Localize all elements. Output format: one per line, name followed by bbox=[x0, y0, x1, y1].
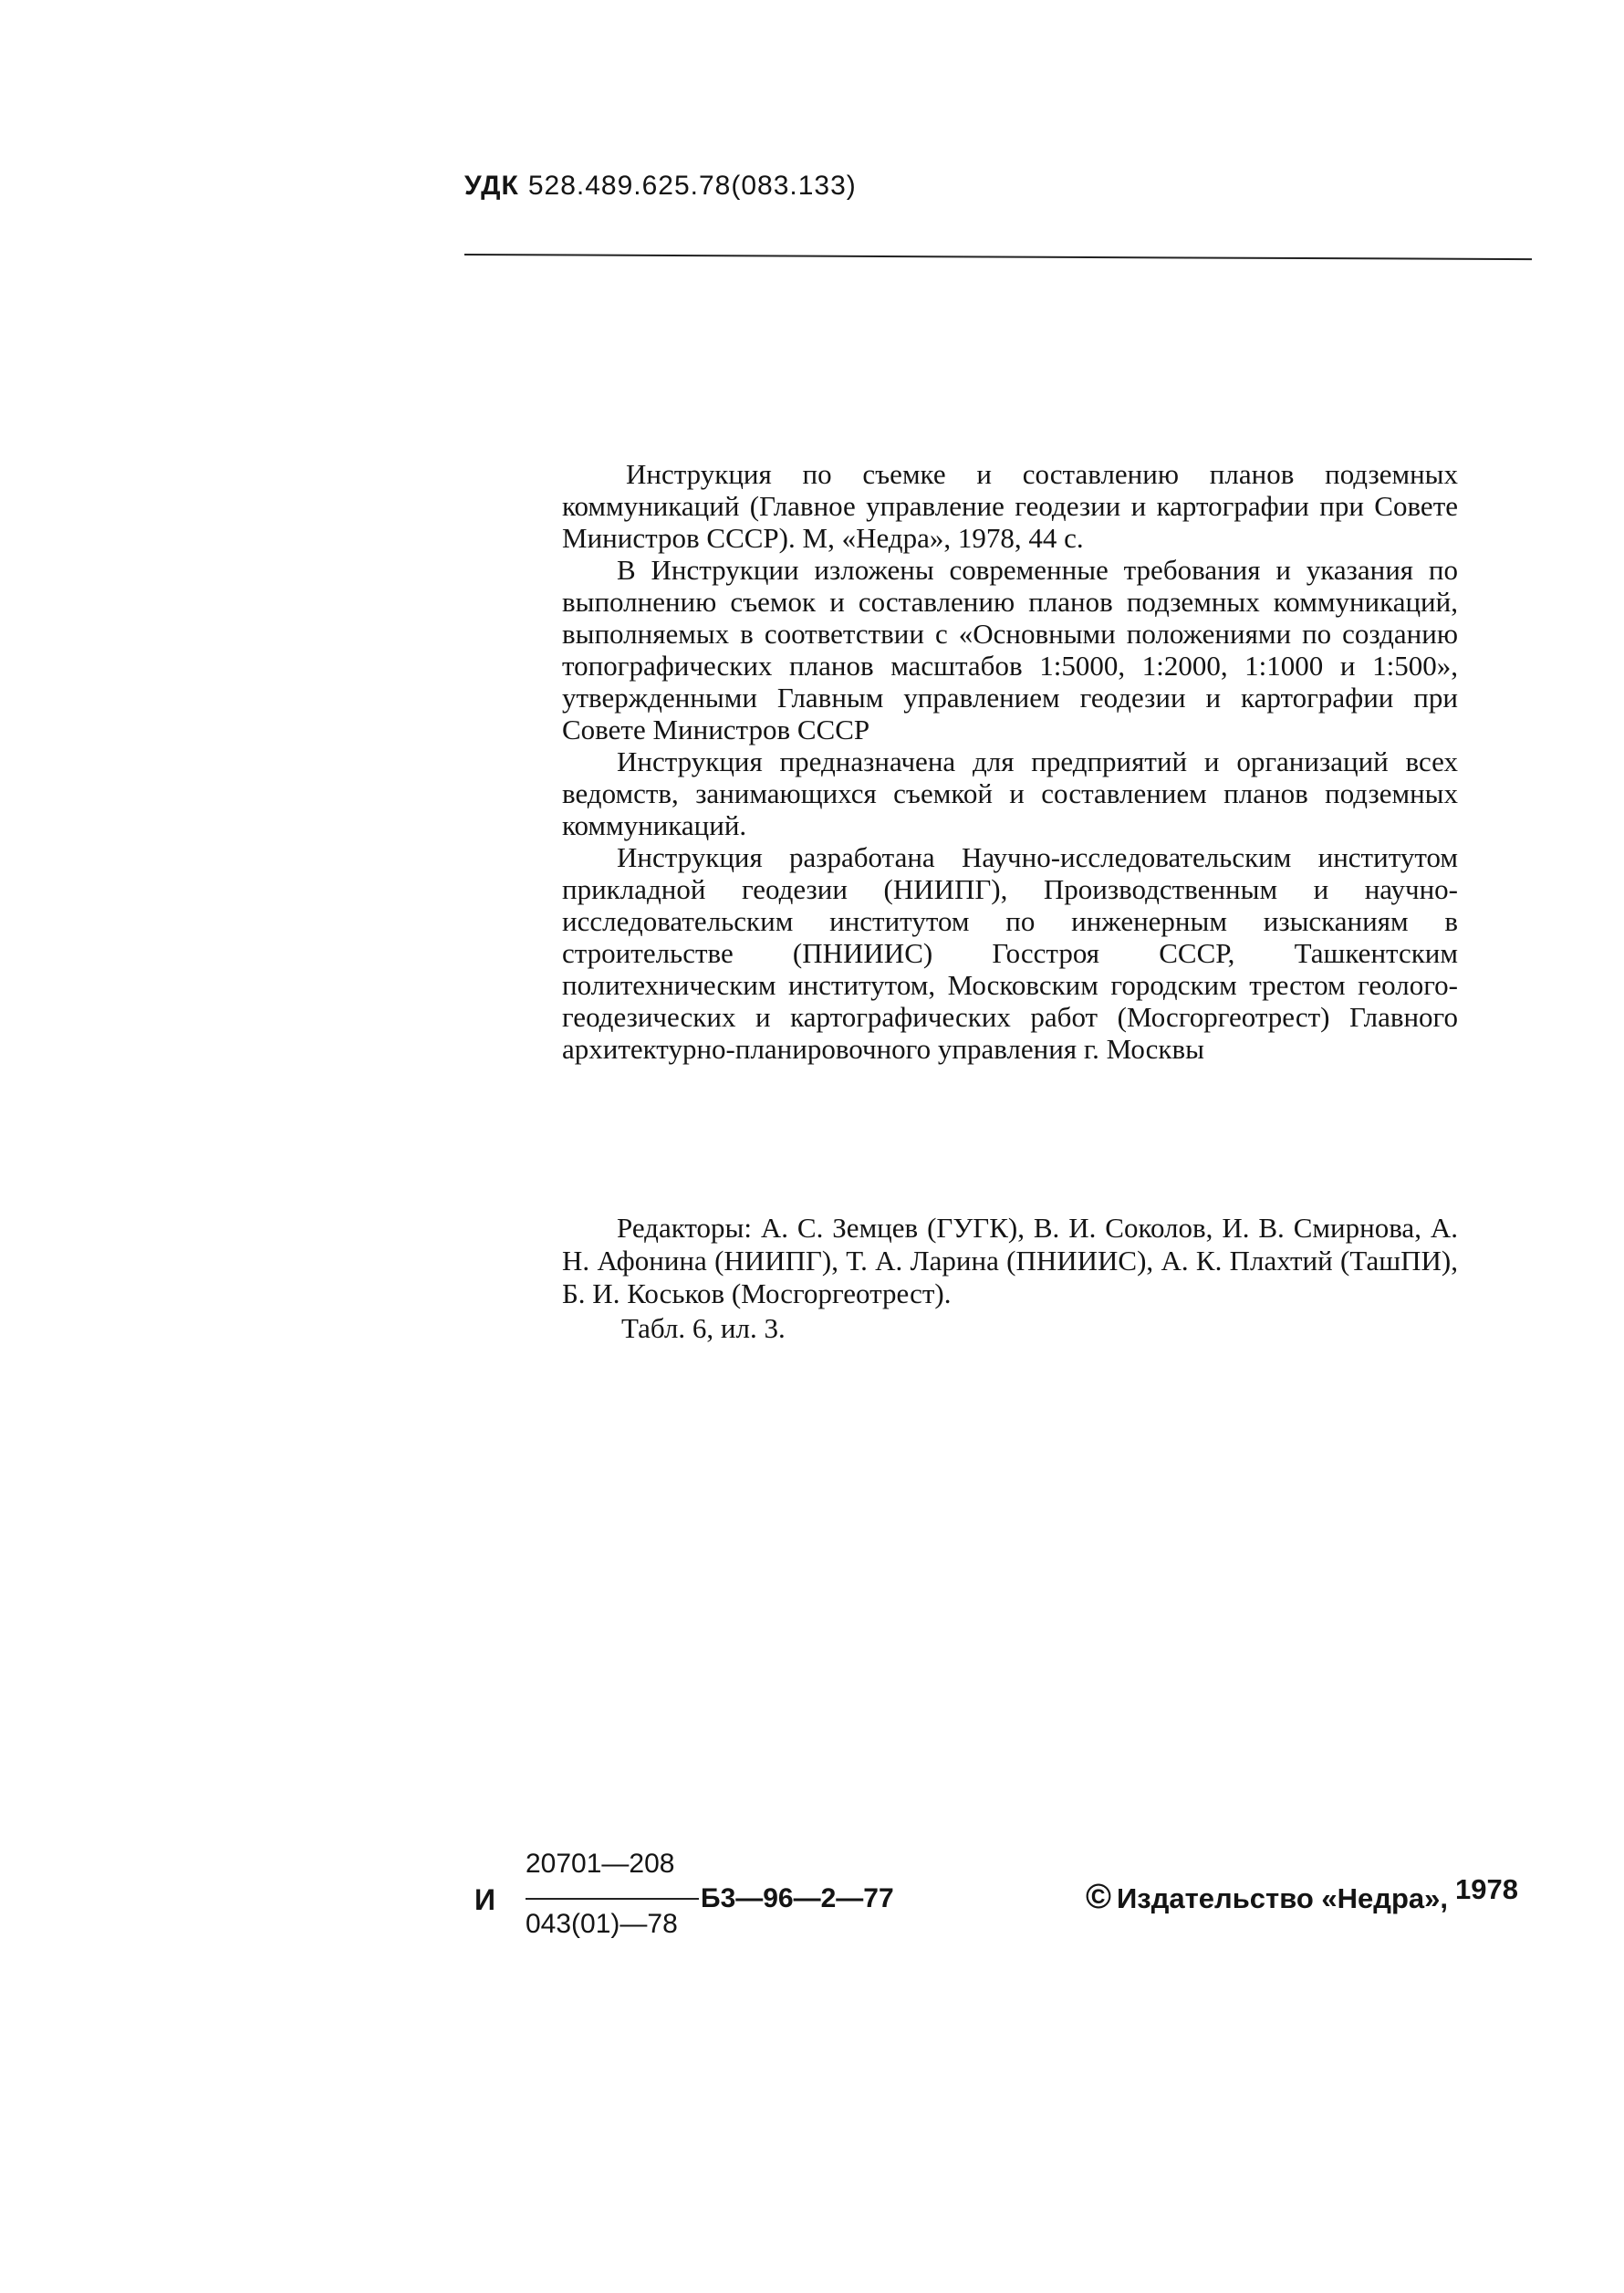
tables-illustrations-note: Табл. 6, ил. 3. bbox=[621, 1312, 786, 1344]
imprint-denominator: 043(01)—78 bbox=[526, 1909, 678, 1939]
editors-list: Редакторы: А. С. Земцев (ГУГК), В. И. Соколов, И. В. Смирнова, А. Н. Афонина (НИИПГ), Т. А. Ларина (ПНИИИС), А. К. Плахтий (ТашПИ), Б. И. Коськов (Мосгоргеотрест). bbox=[562, 1212, 1458, 1309]
abstract-paragraph-citation: Инструкция по съемке и составлению планов подземных коммуникаций (Главное управление геодезии и картографии при Совете Министров СССР). М, «Недра», 1978, 44 с. bbox=[562, 458, 1458, 554]
copyright-year: 1978 bbox=[1454, 1873, 1518, 1905]
editors-block bbox=[562, 1212, 1458, 1345]
imprint-fraction-bar bbox=[526, 1898, 699, 1900]
abstract-paragraph-contents: В Инструкции изложены современные требования и указания по выполнению съемок и составлению планов подземных коммуникаций, выполняемых в соответствии с «Основными положениями по созданию топографических планов масштабов 1:5000, 1:2000, 1:1000 и 1:500», утвержденными Главным управлением геодезии и картографии при Совете Министров СССР bbox=[562, 554, 1458, 745]
copyright-publisher: Издательство «Недра», bbox=[1117, 1882, 1448, 1914]
udk-code: 528.489.625.78(083.133) bbox=[527, 171, 857, 201]
abstract-paragraph-authors: Инструкция разработана Научно-исследовательским институтом прикладной геодезии (НИИПГ), Производственным и научно-исследовательским институтом по инженерным изысканиям в строительстве (ПНИИИС) Госстроя СССР, Ташкентским политехническим институтом, Московским городским трестом геолого-геодезических и картографических работ (Мосгоргеотрест) Главного архитектурно-планировочного управления г. Москвы bbox=[562, 841, 1458, 1065]
imprint-numerator: 20701—208 bbox=[526, 1849, 675, 1879]
copyright-icon: © bbox=[1086, 1878, 1111, 1916]
header-rule bbox=[464, 254, 1532, 260]
copyright-line bbox=[1086, 1873, 1518, 1917]
imprint-series-code: Б3—96—2—77 bbox=[701, 1883, 894, 1913]
abstract-paragraph-audience: Инструкция предназначена для предприятий и организаций всех ведомств, занимающихся съемкой и составлением планов подземных коммуникаций. bbox=[562, 745, 1458, 841]
udk-label: УДК bbox=[464, 171, 519, 201]
udk-line bbox=[464, 171, 857, 202]
abstract-block bbox=[562, 458, 1458, 1065]
imprint-index-letter: И bbox=[474, 1883, 495, 1916]
